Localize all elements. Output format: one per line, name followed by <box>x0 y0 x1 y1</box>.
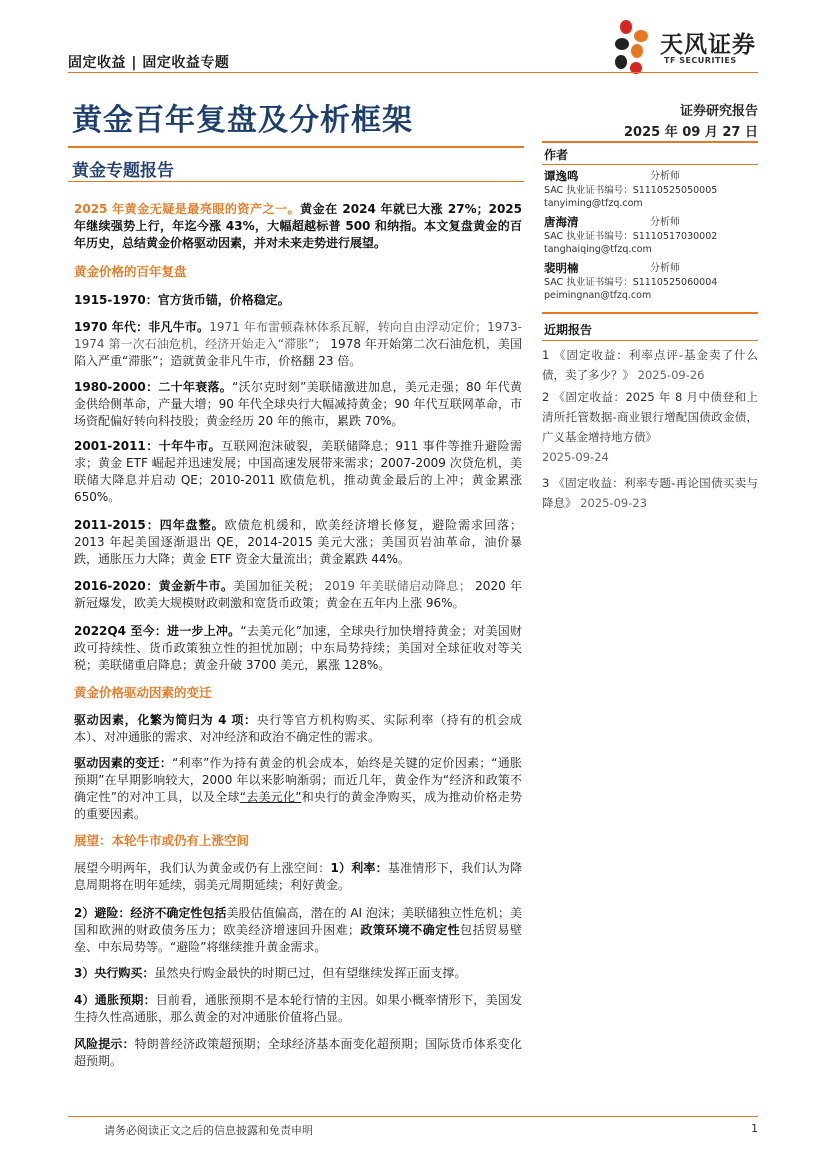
authors-divider <box>542 164 758 165</box>
author-name: 裴明楠 <box>544 261 579 275</box>
recent-reports-heading: 近期报告 <box>544 323 593 337</box>
history-2022-now: 2022Q4 至今：进一步上冲。“去美元化”加速，全球央行加快增持黄金；对美国财政可持续性、货币政策独立性的担忧加剧；中东局势持续；美国对全球征收对等关税；美联储重启降息；黄金升破 3700 美元，累涨 128%。 <box>74 624 522 672</box>
report-date: 2025 年 09 月 27 日 <box>624 125 758 140</box>
logo-chinese-name: 天风证券 <box>660 32 756 58</box>
subtitle-divider <box>68 181 524 182</box>
author-role: 分析师 <box>650 171 680 182</box>
drivers-summary: 驱动因素，化繁为简归为 4 项：央行等官方机构购买、实际利率（持有的机会成本）、对冲通胀的需求、对冲经济和政治不确定性的需求。 <box>74 713 522 744</box>
outlook-inflation: 4）通胀预期：目前看，通胀预期不是本轮行情的主因。如果小概率情形下，美国发生持久性高通胀，那么黄金的对冲通胀价值将凸显。 <box>74 993 522 1024</box>
author-email[interactable]: peimingnan@tfzq.com <box>544 290 652 301</box>
outlook-central-bank: 3）央行购买：虽然央行购金最快的时期已过，但有望继续发挥正面支撑。 <box>74 966 467 980</box>
recent-report-item[interactable]: 1 《固定收益：利率点评-基金卖了什么债，卖了多少？》 2025-09-26 <box>542 348 758 382</box>
history-2011-2015: 2011-2015：四年盘整。欧债危机缓和，欧美经济增长修复，避险需求回落； 2013 年起美国逐渐退出 QE，2014-2015 美元大涨；美国页岩油革命，油价暴跌，通胀压力大降；黄金 ETF 资金大量流出；黄金累跌 44%。 <box>74 518 522 566</box>
author-cert: SAC 执业证书编号：S1110525060004 <box>544 277 718 288</box>
author-name: 唐海清 <box>544 215 579 229</box>
section-heading-outlook: 展望：本轮牛市或仍有上涨空间 <box>74 833 250 848</box>
history-1980-2000: 1980-2000：二十年衰落。“沃尔克时刻”美联储激进加息，美元走强；80 年代黄金供给侧革命，产量大增；90 年代全球央行大幅减持黄金；90 年代互联网革命，市场资配偏好转向科技股；黄金经历 20 年的熊市，累跌 70%。 <box>74 380 522 428</box>
page-subtitle: 黄金专题报告 <box>72 161 174 181</box>
recent-report-item[interactable]: 2 《固定收益：2025 年 8 月中债登和上清所托管数据-商业银行增配国债政金债，广义基金增持地方债》 2025-09-24 <box>542 390 758 464</box>
history-2001-2011: 2001-2011：十年牛市。互联网泡沫破裂，美联储降息；911 事件等推升避险需求；黄金 ETF 崛起并迅速发展；中国高速发展带来需求；2007-2009 次贷危机，美联储大降息并启动 QE；2010-2011 欧债危机，推动黄金最后的上冲；黄金累涨 650%。 <box>74 439 522 504</box>
title-divider <box>68 146 524 148</box>
page-number: 1 <box>751 1122 758 1135</box>
section-heading-drivers: 黄金价格驱动因素的变迁 <box>74 685 212 700</box>
recent-top-divider <box>542 312 758 314</box>
author-card <box>544 215 758 256</box>
author-name: 谭逸鸣 <box>544 169 579 183</box>
logo-mark-icon <box>608 18 658 76</box>
author-cert: SAC 执业证书编号：S1110525050005 <box>544 185 718 196</box>
sidebar-top-divider <box>542 141 758 143</box>
author-card <box>544 261 758 302</box>
recent-divider <box>542 340 758 341</box>
author-role: 分析师 <box>650 217 680 228</box>
author-cert: SAC 执业证书编号：S1110517030002 <box>544 231 718 242</box>
authors-heading: 作者 <box>544 148 569 162</box>
page-title: 黄金百年复盘及分析框架 <box>72 103 413 138</box>
footer-divider <box>68 1116 758 1117</box>
footer-disclaimer: 请务必阅读正文之后的信息披露和免责申明 <box>104 1124 313 1137</box>
report-type: 证券研究报告 <box>679 104 758 119</box>
outlook-rates: 展望今明两年，我们认为黄金或仍有上涨空间：1）利率：基准情形下，我们认为降息周期将在明年延续，弱美元周期延续；利好黄金。 <box>74 861 522 892</box>
history-1970s: 1970 年代：非凡牛市。1971 年布雷顿森林体系瓦解，转向自由浮动定价；1973-1974 第一次石油危机，经济开始走入“滞胀”； 1978 年开始第二次石油危机，美国陷入严重“滞胀”；造就黄金非凡牛市，价格翻 23 倍。 <box>74 320 523 368</box>
header-divider <box>68 72 758 73</box>
section-heading-history: 黄金价格的百年复盘 <box>74 264 187 279</box>
author-role: 分析师 <box>650 263 680 274</box>
report-category: 固定收益 | 固定收益专题 <box>68 55 230 71</box>
author-email[interactable]: tanyiming@tfzq.com <box>544 198 643 209</box>
logo-english-name: TF SECURITIES <box>664 56 737 65</box>
risk-warning: 风险提示：特朗普经济政策超预期；全球经济基本面变化超预期；国际货币体系变化超预期。 <box>74 1037 522 1068</box>
author-card <box>544 169 758 210</box>
summary-paragraph: 2025 年黄金无疑是最亮眼的资产之一。黄金在 2024 年就已大涨 27%；2025 年继续强势上行，年迄今涨 43%，大幅超越标普 500 和纳指。本文复盘黄金的百年历史，总结黄金价格驱动因素，并对未来走势进行展望。 <box>74 202 522 250</box>
drivers-evolution: 驱动因素的变迁：“利率”作为持有黄金的机会成本，始终是关键的定价因素；“通胀预期”在早期影响较大，2000 年以来影响渐弱；而近几年，黄金作为“经济和政策不确定性”的对冲工具，以及全球“去美元化”和央行的黄金净购买，成为推动价格走势的重要因素。 <box>74 756 522 821</box>
company-logo <box>608 18 778 78</box>
author-email[interactable]: tanghaiqing@tfzq.com <box>544 244 652 255</box>
history-2016-2020: 2016-2020：黄金新牛市。美国加征关税； 2019 年美联储启动降息； 2020 年新冠爆发，欧美大规模财政刺激和宽货币政策；黄金在五年内上涨 96%。 <box>74 579 522 610</box>
outlook-hedging: 2）避险：经济不确定性包括美股估值偏高，潜在的 AI 泡沫；美联储独立性危机；美国和欧洲的财政债务压力；欧美经济增速回升困难；政策环境不确定性包括贸易壁垒、中东局势等。“避险”将继续推升黄金需求。 <box>74 906 522 954</box>
history-1915: 1915-1970：官方货币锚，价格稳定。 <box>74 293 290 307</box>
recent-report-item[interactable]: 3 《固定收益：利率专题-再论国债买卖与降息》 2025-09-23 <box>542 476 758 510</box>
